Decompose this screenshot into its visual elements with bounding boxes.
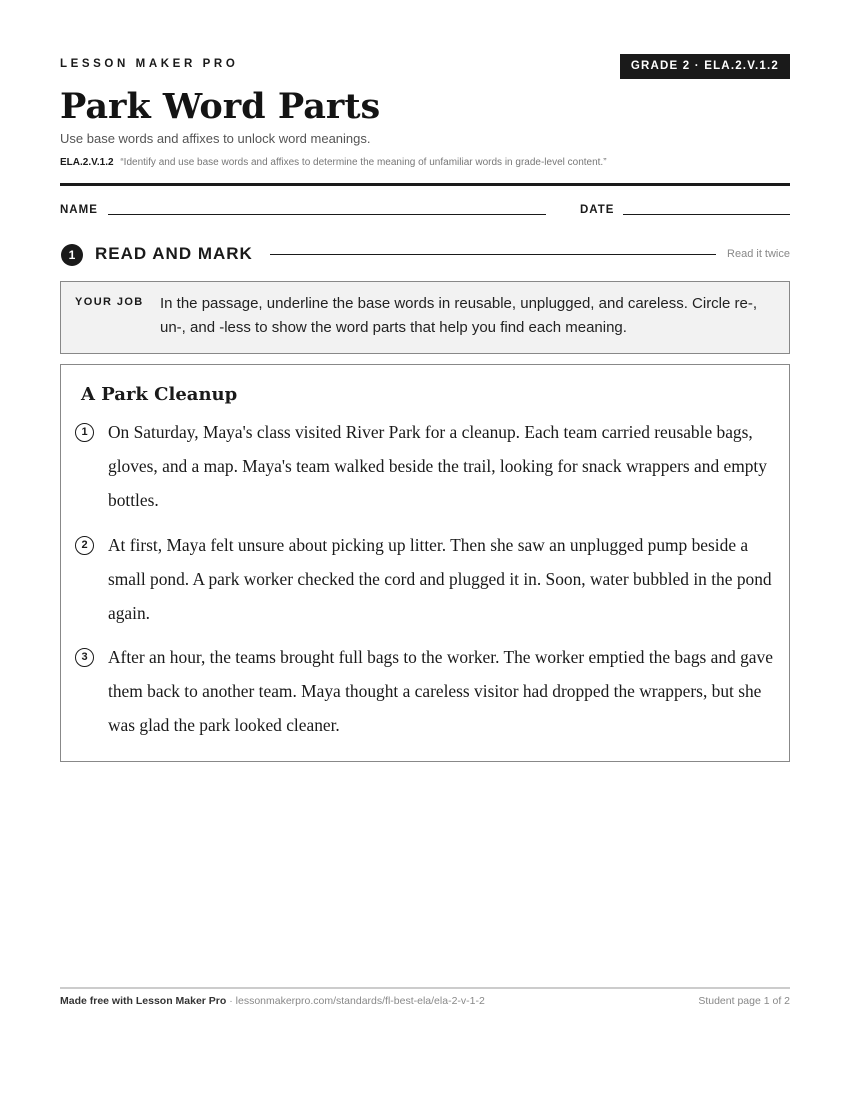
- paragraph-text: On Saturday, Maya's class visited River Park for a cleanup. Each team carried reusable bags, gloves, and a map. Maya's team walked beside the trail, looking for snack wrappers and empty bottles.: [108, 422, 767, 510]
- footer-divider: [60, 987, 790, 989]
- paragraph-number: 2: [75, 536, 94, 555]
- paragraph-number: 3: [75, 648, 94, 667]
- footer-brand: Made free with Lesson Maker Pro: [60, 995, 227, 1007]
- standard-text: “Identify and use base words and affixes to determine the meaning of unfamiliar words in grade-level content.”: [120, 157, 607, 168]
- paragraph-number: 1: [75, 423, 94, 442]
- page-title: Park Word Parts: [60, 86, 381, 127]
- page-indicator: Student page 1 of 2: [698, 995, 790, 1007]
- name-label: NAME: [60, 204, 98, 216]
- job-box: [60, 281, 790, 354]
- section-divider: [270, 254, 716, 255]
- section-number-badge: 1: [61, 244, 83, 266]
- standard-line: [60, 157, 607, 168]
- page-subtitle: Use base words and affixes to unlock word meanings.: [60, 131, 371, 146]
- date-label: DATE: [580, 204, 615, 216]
- passage-box: [60, 364, 790, 762]
- paragraph-text: At first, Maya felt unsure about picking up litter. Then she saw an unplugged pump beside a small pond. A park worker checked the cord and plugged it in. Soon, water bubbled in the pond again.: [108, 535, 772, 623]
- header-divider: [60, 183, 790, 186]
- section-title: READ AND MARK: [95, 244, 253, 263]
- footer-credit: [60, 995, 485, 1007]
- date-field[interactable]: [623, 214, 790, 215]
- grade-badge: GRADE 2 · ELA.2.V.1.2: [620, 54, 790, 79]
- job-instructions: In the passage, underline the base words in reusable, unplugged, and careless. Circle re-, un-, and -less to show the word parts that help you find each meaning.: [160, 295, 758, 336]
- standard-code: ELA.2.V.1.2: [60, 157, 114, 168]
- section-note: Read it twice: [727, 248, 790, 260]
- paragraph-text: After an hour, the teams brought full bags to the worker. The worker emptied the bags and gave them back to another team. Maya thought a careless visitor had dropped the wrappers, but she was glad the park looked cleaner.: [108, 647, 773, 735]
- job-label: YOUR JOB: [75, 296, 144, 308]
- footer-url[interactable]: · lessonmakerpro.com/standards/fl-best-ela/ela-2-v-1-2: [226, 995, 485, 1007]
- brand-name: LESSON MAKER PRO: [60, 58, 239, 70]
- name-field[interactable]: [108, 214, 546, 215]
- passage-title: A Park Cleanup: [81, 384, 238, 405]
